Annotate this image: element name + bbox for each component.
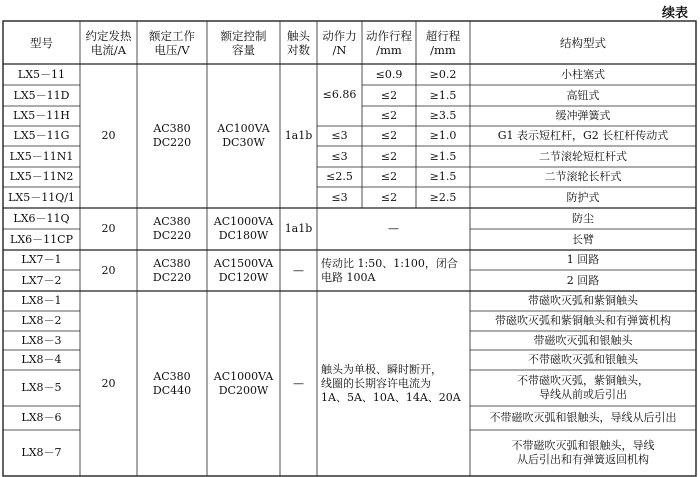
lx5-force: ≤6.86 <box>322 88 357 101</box>
structure-cell: 不带磁吹灭弧和银触头，导线从后引出 <box>489 411 677 424</box>
travel-cell: ≤2 <box>380 190 398 204</box>
lx5-current: 20 <box>101 129 116 142</box>
model-cell: LX7－1 <box>21 253 62 266</box>
lx7-current: 20 <box>101 263 116 277</box>
structure-cell: 带磁吹灭弧和紫铜触头和有弹簧机构 <box>495 314 671 327</box>
lx7-voltage: AC380 DC220 <box>152 256 192 284</box>
structure-cell: 缓冲弹簧式 <box>555 109 611 122</box>
structure-cell: 带磁吹灭弧和紫铜触头 <box>528 294 638 307</box>
header-force: 动作力 /N <box>322 28 357 57</box>
structure-cell: 不带磁吹灭弧，紫铜触头， 导线从前或后引出 <box>517 374 649 401</box>
structure-cell: G1 表示短杠杆，G2 长杠杆传动式 <box>497 129 669 142</box>
structure-cell: 二节滚轮长杆式 <box>544 170 622 183</box>
travel-cell: ≤2 <box>380 109 398 122</box>
structure-cell: 小柱塞式 <box>561 67 605 81</box>
lx7-note: 传动比 1:50、1:100，闭合 电路 100A <box>321 256 458 284</box>
lx8-voltage: AC380 DC440 <box>152 369 192 397</box>
model-cell: LX5－11Q/1 <box>8 190 75 204</box>
structure-cell: 1 回路 <box>566 253 600 266</box>
travel-cell: ≤2 <box>380 149 398 163</box>
lx8-contacts: — <box>293 376 304 390</box>
overtravel-cell: ≥2.5 <box>429 190 457 204</box>
lx7-capacity: AC1500VA DC120W <box>213 256 274 284</box>
model-cell: LX8－1 <box>21 294 62 307</box>
lx6-merged: — <box>388 222 399 235</box>
model-cell: LX5－11D <box>13 88 70 102</box>
lx6-capacity: AC1000VA DC180W <box>213 215 274 242</box>
model-cell: LX5－11 <box>17 67 66 81</box>
lx8-current: 20 <box>101 376 116 390</box>
model-cell: LX5－11N2 <box>9 170 74 183</box>
model-cell: LX7－2 <box>21 273 62 287</box>
structure-cell: 不带磁吹灭弧和银触头 <box>528 353 638 366</box>
structure-cell: 二节滚轮短杠杆式 <box>539 149 627 163</box>
structure-cell: 长臂 <box>572 232 594 246</box>
travel-cell: ≤2 <box>380 88 398 102</box>
structure-cell: 2 回路 <box>566 273 600 287</box>
header-structure: 结构型式 <box>560 35 606 50</box>
model-cell: LX6－11Q <box>13 211 70 225</box>
model-cell: LX5－11H <box>13 109 70 122</box>
structure-cell: 不带磁吹灭弧和银触头，导线 从后引出和有弹簧返回机构 <box>511 439 655 466</box>
model-cell: LX5－11G <box>13 129 70 142</box>
header-travel: 动作行程 /mm <box>366 28 412 57</box>
lx5-capacity: AC100VA DC30W <box>217 122 270 149</box>
lx6-contacts: 1a1b <box>284 222 313 235</box>
lx7-contacts: — <box>293 263 304 277</box>
header-voltage: 额定工作 电压/V <box>149 28 195 57</box>
lx5-force: ≤3 <box>331 190 348 204</box>
lx8-capacity: AC1000VA DC200W <box>213 369 274 397</box>
model-cell: LX8－7 <box>21 446 62 459</box>
model-cell: LX5－11N1 <box>9 149 74 163</box>
lx6-current: 20 <box>101 222 116 235</box>
lx5-force: ≤3 <box>331 129 348 142</box>
structure-cell: 防护式 <box>566 190 600 204</box>
model-cell: LX6－11CP <box>10 232 73 246</box>
header-overtravel: 超行程 /mm <box>425 28 461 57</box>
model-cell: LX8－4 <box>21 353 62 366</box>
model-cell: LX8－5 <box>21 381 62 394</box>
overtravel-cell: ≥1.5 <box>429 149 457 163</box>
header-capacity: 额定控制 容量 <box>220 28 267 57</box>
model-cell: LX8－2 <box>21 314 62 327</box>
overtravel-cell: ≥1.5 <box>429 170 457 183</box>
lx5-force: ≤2.5 <box>326 170 353 183</box>
structure-cell: 高钮式 <box>566 88 600 102</box>
structure-cell: 防尘 <box>572 211 594 225</box>
travel-cell: ≤2 <box>380 129 398 142</box>
model-cell: LX8－3 <box>21 333 62 347</box>
header-model: 型号 <box>30 35 53 50</box>
overtravel-cell: ≥1.5 <box>429 88 457 102</box>
overtravel-cell: ≥1.0 <box>429 129 457 142</box>
lx8-note: 触头为单极、瞬时断开， 线圈的长期容许电流为 1A、5A、10A、14A、20A <box>321 362 461 404</box>
header-contacts: 触头 对数 <box>287 28 310 57</box>
lx5-force: ≤3 <box>331 149 348 163</box>
lx6-voltage: AC380 DC220 <box>152 215 192 242</box>
header-current: 约定发热 电流/A <box>85 28 132 57</box>
travel-cell: ≤2 <box>380 170 398 183</box>
model-cell: LX8－6 <box>21 411 62 424</box>
continued-label: 续表 <box>661 6 688 21</box>
lx5-contacts: 1a1b <box>284 129 313 142</box>
overtravel-cell: ≥3.5 <box>429 109 457 122</box>
overtravel-cell: ≥0.2 <box>429 67 457 81</box>
travel-cell: ≤0.9 <box>375 67 403 81</box>
lx5-voltage: AC380 DC220 <box>152 122 192 149</box>
structure-cell: 带磁吹灭弧和银触头 <box>533 333 633 347</box>
